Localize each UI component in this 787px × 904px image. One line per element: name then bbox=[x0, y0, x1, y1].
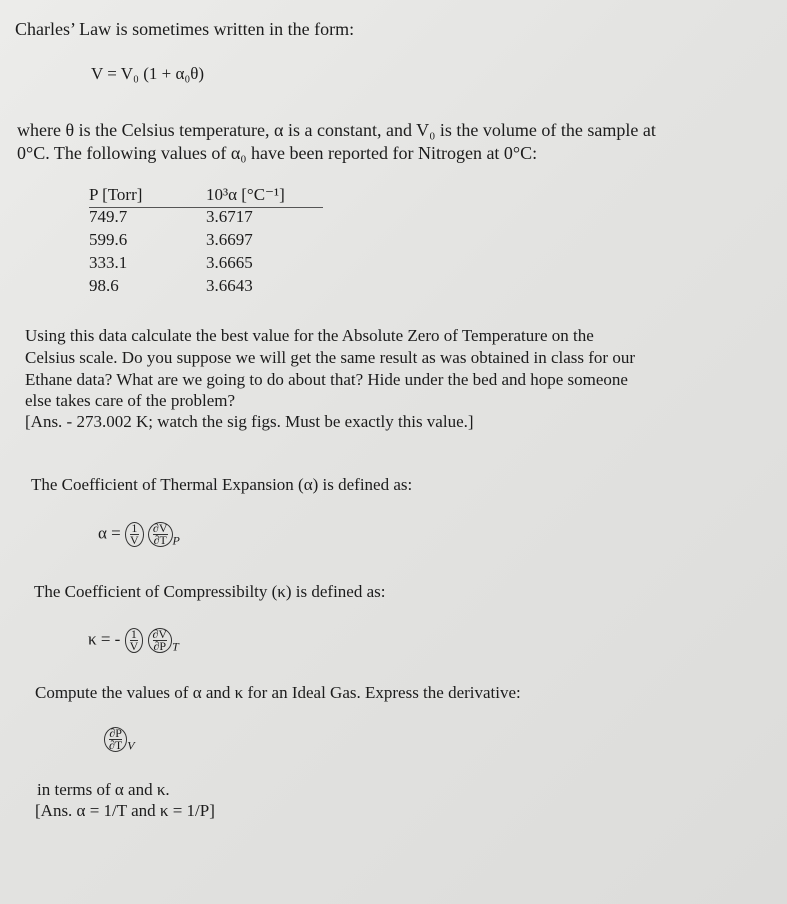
fraction-denominator: V bbox=[130, 533, 139, 547]
question-line-4: else takes care of the problem? bbox=[25, 391, 236, 410]
subscript-t: T bbox=[172, 639, 179, 654]
table-row bbox=[89, 230, 285, 253]
question-line-1: Using this data calculate the best value for the Absolute Zero of Temperature on the bbox=[25, 326, 594, 345]
where-line-2: 0°C. The following values of α₀ have been reported for Nitrogen at 0°C: bbox=[17, 143, 538, 163]
dp-dt-derivative bbox=[104, 727, 135, 753]
kappa-equation bbox=[88, 628, 179, 654]
fraction-denominator: V bbox=[129, 639, 139, 653]
in-terms-text: in terms of α and κ. bbox=[37, 780, 170, 799]
fraction-numerator: ∂P bbox=[109, 726, 122, 740]
charles-law-equation: V = V₀ (1 + α₀θ) bbox=[91, 64, 205, 83]
nitrogen-data-table bbox=[89, 185, 285, 299]
pressure-cell: 333.1 bbox=[89, 253, 128, 272]
fraction-denominator: ∂T bbox=[109, 738, 123, 752]
pressure-cell: 599.6 bbox=[89, 230, 128, 249]
alpha-cell: 3.6643 bbox=[206, 276, 253, 295]
one-over-v-fraction bbox=[125, 522, 144, 547]
kappa-definition-text: The Coefficient of Compressibilty (κ) is defined as: bbox=[34, 582, 386, 601]
fraction-denominator: ∂T bbox=[153, 533, 167, 547]
kappa-equation-lhs: κ = - bbox=[88, 629, 121, 649]
alpha-cell: 3.6697 bbox=[206, 230, 253, 249]
pressure-cell: 749.7 bbox=[89, 207, 128, 226]
question-line-3: Ethane data? What are we going to do about that? Hide under the bed and hope someone bbox=[25, 370, 628, 389]
alpha-cell: 3.6665 bbox=[206, 253, 253, 272]
fraction-numerator: 1 bbox=[131, 521, 138, 535]
dv-dp-fraction bbox=[148, 628, 173, 653]
answer-2: [Ans. α = 1/T and κ = 1/P] bbox=[35, 801, 215, 820]
fraction-numerator: 1 bbox=[130, 627, 137, 641]
fraction-numerator: ∂V bbox=[152, 521, 168, 535]
question-line-2: Celsius scale. Do you suppose we will get the same result as was obtained in class for our bbox=[25, 348, 635, 367]
alpha-definition-text: The Coefficient of Thermal Expansion (α) is defined as: bbox=[31, 475, 413, 494]
where-line-1: where θ is the Celsius temperature, α is a constant, and V₀ is the volume of the sample at bbox=[17, 120, 656, 140]
one-over-v-fraction bbox=[125, 628, 144, 653]
table-row bbox=[89, 276, 285, 299]
column-header-alpha: 10³α [°C⁻¹] bbox=[206, 185, 285, 204]
subscript-v: V bbox=[127, 738, 135, 753]
subscript-p: P bbox=[172, 533, 180, 548]
table-header-row bbox=[89, 185, 285, 207]
alpha-equation bbox=[98, 522, 180, 548]
table-row bbox=[89, 253, 285, 276]
column-header-pressure: P [Torr] bbox=[89, 185, 143, 204]
alpha-equation-lhs: α = bbox=[98, 523, 121, 543]
intro-text: Charles’ Law is sometimes written in the form: bbox=[15, 19, 355, 39]
answer-1: [Ans. - 273.002 K; watch the sig figs. Must be exactly this value.] bbox=[25, 412, 474, 431]
dp-dt-fraction bbox=[104, 727, 127, 752]
table-row bbox=[89, 207, 285, 230]
alpha-cell: 3.6717 bbox=[206, 207, 253, 226]
dv-dt-fraction bbox=[148, 522, 173, 547]
fraction-numerator: ∂V bbox=[152, 627, 168, 641]
compute-instruction: Compute the values of α and κ for an Ideal Gas. Express the derivative: bbox=[35, 683, 521, 702]
fraction-denominator: ∂P bbox=[153, 639, 167, 653]
pressure-cell: 98.6 bbox=[89, 276, 119, 295]
